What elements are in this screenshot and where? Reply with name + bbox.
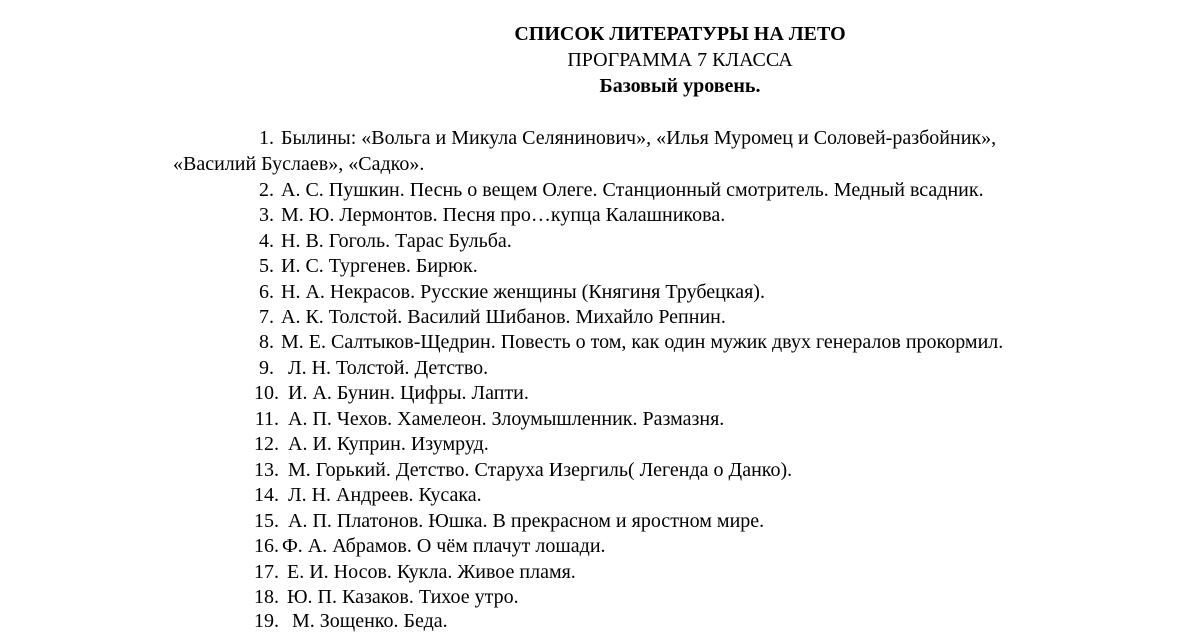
item-number: 3.	[259, 204, 274, 226]
list-item	[0, 355, 1200, 381]
list-item	[0, 559, 1200, 585]
item-text: А. С. Пушкин. Песнь о вещем Олеге. Станционный смотритель. Медный всадник.	[281, 179, 984, 201]
item-text: А. П. Платонов. Юшка. В прекрасном и яростном мире.	[288, 510, 765, 532]
item-text: Н. В. Гоголь. Тарас Бульба.	[281, 230, 512, 252]
item-number: 15.	[254, 510, 279, 532]
item-text: А. И. Куприн. Изумруд.	[288, 433, 489, 455]
item-number: 19.	[254, 610, 279, 632]
item-number: 10.	[254, 382, 279, 404]
item-number: 18.	[254, 586, 279, 608]
item-number: 17.	[254, 561, 279, 583]
item-number: 2.	[259, 179, 274, 201]
item-text: М. Горький. Детство. Старуха Изергиль( Легенда о Данко).	[288, 459, 793, 481]
item-number: 1.	[259, 127, 274, 149]
list-item	[0, 329, 1200, 355]
item-number: 12.	[254, 433, 279, 455]
item-number: 9.	[259, 357, 274, 379]
item-text: Н. А. Некрасов. Русские женщины (Княгиня Трубецкая).	[281, 281, 765, 303]
item-text: Е. И. Носов. Кукла. Живое пламя.	[287, 561, 576, 583]
list-item	[0, 431, 1200, 457]
item-number: 16.	[254, 535, 279, 557]
item-text: Былины: «Вольга и Микула Селянинович», «Илья Муромец и Соловей-разбойник»,	[281, 127, 997, 149]
list-item	[0, 304, 1200, 330]
list-item	[0, 584, 1200, 610]
list-item	[0, 608, 1200, 634]
level-label: Базовый уровень.	[599, 75, 761, 97]
item-number: 5.	[259, 255, 274, 277]
list-item	[0, 177, 1200, 203]
list-item	[0, 533, 1200, 559]
item-text: Л. Н. Толстой. Детство.	[288, 357, 489, 379]
item-continuation: «Василий Буслаев», «Садко».	[173, 153, 425, 175]
item-text: М. Ю. Лермонтов. Песня про…купца Калашникова.	[281, 204, 726, 226]
item-number: 14.	[254, 484, 279, 506]
list-item	[0, 279, 1200, 305]
item-text: А. П. Чехов. Хамелеон. Злоумышленник. Размазня.	[288, 408, 725, 430]
item-number: 6.	[259, 281, 274, 303]
item-text: Ф. А. Абрамов. О чём плачут лошади.	[282, 535, 606, 557]
list-item	[0, 253, 1200, 279]
list-item	[0, 228, 1200, 254]
item-text: Л. Н. Андреев. Кусака.	[288, 484, 482, 506]
list-item	[0, 508, 1200, 534]
list-item	[0, 380, 1200, 406]
page-title: СПИСОК ЛИТЕРАТУРЫ НА ЛЕТО	[514, 23, 846, 45]
item-number: 8.	[259, 331, 274, 353]
item-text: А. К. Толстой. Василий Шибанов. Михайло Репнин.	[281, 306, 726, 328]
item-number: 4.	[259, 230, 274, 252]
page-subtitle: ПРОГРАММА 7 КЛАССА	[567, 49, 793, 71]
list-item	[0, 457, 1200, 483]
list-item	[0, 202, 1200, 228]
item-text: М. Зощенко. Беда.	[292, 610, 448, 632]
item-text: М. Е. Салтыков-Щедрин. Повесть о том, как один мужик двух генералов прокормил.	[281, 331, 1004, 353]
item-text: И. А. Бунин. Цифры. Лапти.	[288, 382, 529, 404]
item-number: 7.	[259, 306, 274, 328]
item-number: 13.	[254, 459, 279, 481]
list-item	[0, 406, 1200, 432]
list-item	[0, 482, 1200, 508]
item-number: 11.	[254, 408, 279, 430]
list-item	[0, 125, 1200, 151]
item-text: Ю. П. Казаков. Тихое утро.	[287, 586, 519, 608]
item-text: И. С. Тургенев. Бирюк.	[281, 255, 478, 277]
